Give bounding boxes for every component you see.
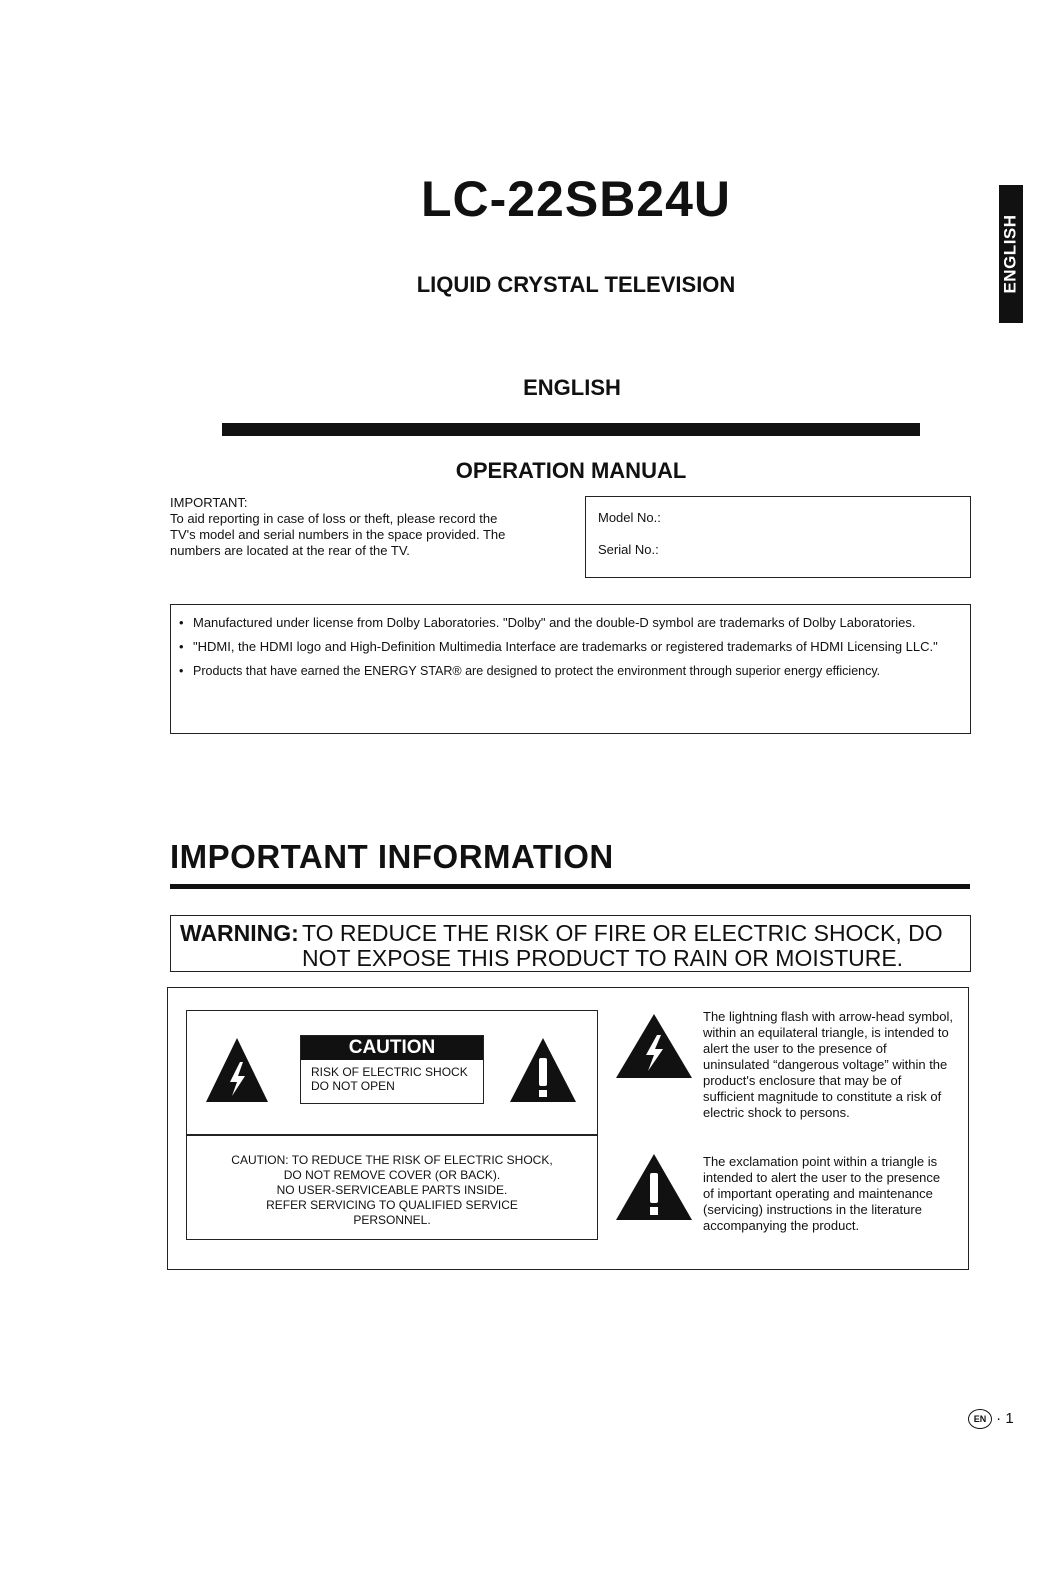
- notice-item: • "HDMI, the HDMI logo and High-Definition Multimedia Interface are trademarks or registered trademarks of HDMI Licensing LLC.": [171, 639, 970, 655]
- page-number: [968, 1409, 1014, 1429]
- lightning-triangle-icon: [204, 1036, 270, 1104]
- warning-line: TO REDUCE THE RISK OF FIRE OR ELECTRIC SHOCK, DO: [302, 920, 943, 946]
- manual-title: OPERATION MANUAL: [455, 458, 687, 483]
- warning-label: WARNING:: [180, 920, 299, 946]
- page-number-text: · 1: [996, 1409, 1014, 1427]
- caution-instruction-line: REFER SERVICING TO QUALIFIED SERVICE: [266, 1198, 518, 1212]
- caution-plate: [300, 1035, 484, 1104]
- lightning-triangle-icon: [615, 1013, 693, 1079]
- exclamation-symbol-description: The exclamation point within a triangle is intended to alert the user to the presence of important operating and maintenance (servicing) instructions in the literature accompanying the product.: [703, 1154, 941, 1233]
- notice-item: • Products that have earned the ENERGY STAR® are designed to protect the environment through superior energy efficiency.: [171, 663, 970, 679]
- exclamation-triangle-icon: [615, 1153, 693, 1221]
- important-record-note: [170, 495, 570, 559]
- important-label: IMPORTANT:: [170, 495, 248, 510]
- exclamation-triangle-icon: [508, 1036, 578, 1104]
- notice-item: • Manufactured under license from Dolby Laboratories. "Dolby" and the double-D symbol are trademarks of Dolby Laboratories.: [171, 615, 970, 631]
- model-serial-record-box: [585, 496, 971, 578]
- heavy-divider: [222, 423, 920, 436]
- panel-divider: [187, 1134, 597, 1136]
- warning-box: [170, 915, 971, 972]
- language-tab: [999, 185, 1023, 323]
- caution-instructions: [186, 1153, 598, 1228]
- important-line: TV's model and serial numbers in the space provided. The: [170, 527, 506, 542]
- model-number-title: LC-22SB24U: [420, 171, 732, 227]
- warning-line: NOT EXPOSE THIS PRODUCT TO RAIN OR MOISTURE.: [302, 945, 904, 971]
- caution-instruction-line: PERSONNEL.: [353, 1213, 431, 1227]
- language-heading: ENGLISH: [523, 375, 621, 400]
- serial-no-label: Serial No.:: [598, 542, 659, 557]
- important-line: To aid reporting in case of loss or theft, please record the: [170, 511, 498, 526]
- caution-instruction-line: CAUTION: TO REDUCE THE RISK OF ELECTRIC SHOCK,: [231, 1153, 553, 1167]
- model-no-label: Model No.:: [598, 510, 661, 525]
- caution-instruction-line: NO USER-SERVICEABLE PARTS INSIDE.: [276, 1183, 508, 1197]
- caution-line: RISK OF ELECTRIC SHOCK: [311, 1065, 468, 1079]
- section-divider: [170, 884, 970, 889]
- caution-instruction-line: DO NOT REMOVE COVER (OR BACK).: [283, 1168, 501, 1182]
- section-title: IMPORTANT INFORMATION: [170, 838, 614, 875]
- caution-line: DO NOT OPEN: [311, 1079, 395, 1093]
- lightning-symbol-description: The lightning flash with arrow-head symbol, within an equilateral triangle, is intended to alert the user to the presence of uninsulated “dangerous voltage” within the product's enclosure that may be of sufficient magnitude to constitute a risk of electric shock to persons.: [703, 1009, 954, 1120]
- caution-header: CAUTION: [301, 1036, 483, 1060]
- important-line: numbers are located at the rear of the TV.: [170, 543, 410, 558]
- language-tab-label: ENGLISH: [1001, 214, 1020, 294]
- language-badge: EN: [968, 1409, 992, 1429]
- trademark-notices: [170, 604, 971, 734]
- product-subtitle: LIQUID CRYSTAL TELEVISION: [416, 272, 736, 297]
